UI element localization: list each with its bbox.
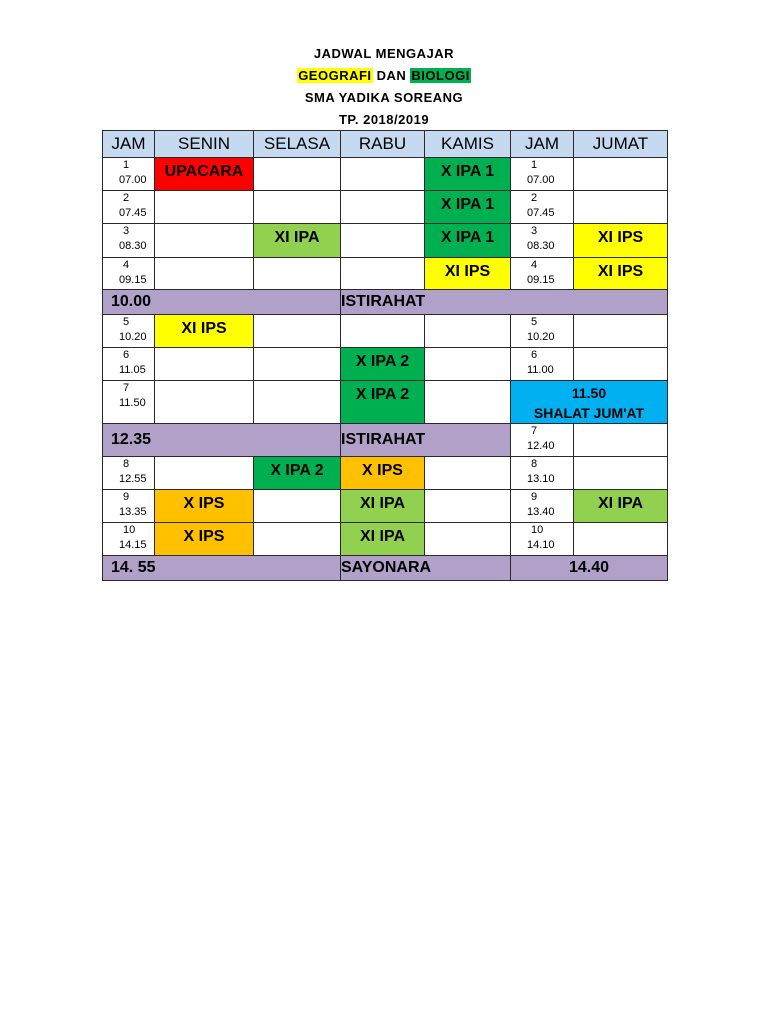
subject-biologi: BIOLOGI (411, 68, 470, 83)
jumat-period-cell: 6 11.00 (511, 348, 574, 381)
rabu-cell: XI IPA (341, 490, 425, 523)
jumat-period-cell: 10 14.10 (511, 523, 574, 556)
header-selasa: SELASA (254, 131, 341, 158)
school-name: SMA YADIKA SOREANG (304, 90, 464, 105)
break-label: ISTIRAHAT (341, 424, 511, 457)
table-row (103, 224, 668, 258)
header-senin: SENIN (155, 131, 254, 158)
senin-cell (155, 381, 254, 424)
rabu-cell (341, 315, 425, 348)
break-row (103, 424, 668, 457)
rabu-cell: XI IPA (341, 523, 425, 556)
senin-cell: UPACARA (155, 158, 254, 191)
senin-cell: XI IPS (155, 315, 254, 348)
rabu-cell (341, 224, 425, 258)
rabu-cell: X IPA 2 (341, 348, 425, 381)
jumat-cell (574, 348, 668, 381)
jumat-period-cell: 3 08.30 (511, 224, 574, 258)
header-rabu: RABU (341, 131, 425, 158)
kamis-cell (425, 315, 511, 348)
subject-geografi: GEOGRAFI (298, 68, 372, 83)
break-time: 12.35 (103, 424, 341, 457)
kamis-cell (425, 523, 511, 556)
senin-cell: X IPS (155, 490, 254, 523)
shalat-label: SHALAT JUM'AT (533, 405, 645, 421)
selasa-cell (254, 523, 341, 556)
jumat-period-cell: 5 10.20 (511, 315, 574, 348)
kamis-cell: X IPA 1 (425, 191, 511, 224)
period-cell: 10 14.15 (103, 523, 155, 556)
kamis-cell: X IPA 1 (425, 224, 511, 258)
header-jumat: JUMAT (574, 131, 668, 158)
senin-cell (155, 224, 254, 258)
end-row (103, 556, 668, 581)
end-time: 14. 55 (103, 556, 341, 581)
period-cell: 3 08.30 (103, 224, 155, 258)
kamis-cell: XI IPS (425, 258, 511, 290)
table-row (103, 348, 668, 381)
jumat-cell: XI IPS (574, 224, 668, 258)
jumat-period-cell: 1 07.00 (511, 158, 574, 191)
table-row (103, 191, 668, 224)
schedule-table (102, 130, 668, 581)
period-cell: 6 11.05 (103, 348, 155, 381)
period-cell: 4 09.15 (103, 258, 155, 290)
period-cell: 8 12.55 (103, 457, 155, 490)
shalat-jumat-cell (511, 381, 668, 424)
kamis-cell (425, 348, 511, 381)
jumat-cell (574, 457, 668, 490)
senin-cell (155, 191, 254, 224)
period-cell: 2 07.45 (103, 191, 155, 224)
rabu-cell (341, 258, 425, 290)
table-row (103, 523, 668, 556)
header-row (103, 131, 668, 158)
jumat-period-cell: 9 13.40 (511, 490, 574, 523)
jumat-cell (574, 424, 668, 457)
break-row (103, 290, 668, 315)
rabu-cell (341, 191, 425, 224)
selasa-cell (254, 348, 341, 381)
selasa-cell (254, 158, 341, 191)
selasa-cell (254, 381, 341, 424)
subject-connector: DAN (372, 68, 411, 83)
jumat-cell: XI IPS (574, 258, 668, 290)
rabu-cell: X IPS (341, 457, 425, 490)
school-year: TP. 2018/2019 (338, 112, 430, 127)
jumat-cell (574, 158, 668, 191)
selasa-cell (254, 490, 341, 523)
senin-cell: X IPS (155, 523, 254, 556)
rabu-cell: X IPA 2 (341, 381, 425, 424)
period-cell: 5 10.20 (103, 315, 155, 348)
table-row (103, 315, 668, 348)
period-cell: 1 07.00 (103, 158, 155, 191)
selasa-cell: XI IPA (254, 224, 341, 258)
jumat-cell: XI IPA (574, 490, 668, 523)
jumat-period-cell: 4 09.15 (511, 258, 574, 290)
jumat-period-cell: 2 07.45 (511, 191, 574, 224)
title-line-1: JADWAL MENGAJAR (313, 46, 455, 61)
selasa-cell: X IPA 2 (254, 457, 341, 490)
title-line-2 (0, 65, 768, 87)
end-label: SAYONARA (341, 556, 511, 581)
table-row (103, 258, 668, 290)
header-jam-jumat: JAM (511, 131, 574, 158)
selasa-cell (254, 191, 341, 224)
kamis-cell (425, 490, 511, 523)
table-row (103, 457, 668, 490)
kamis-cell: X IPA 1 (425, 158, 511, 191)
break-label: ISTIRAHAT (341, 290, 668, 315)
table-row (103, 490, 668, 523)
jumat-period-cell: 7 12.40 (511, 424, 574, 457)
kamis-cell (425, 381, 511, 424)
selasa-cell (254, 315, 341, 348)
jumat-cell (574, 191, 668, 224)
period-cell: 9 13.35 (103, 490, 155, 523)
jumat-cell (574, 523, 668, 556)
senin-cell (155, 457, 254, 490)
document-title (0, 43, 768, 131)
shalat-time: 11.50 (571, 385, 607, 401)
jumat-cell (574, 315, 668, 348)
table-row (103, 381, 668, 424)
jumat-period-cell: 8 13.10 (511, 457, 574, 490)
senin-cell (155, 348, 254, 381)
kamis-cell (425, 457, 511, 490)
header-jam: JAM (103, 131, 155, 158)
senin-cell (155, 258, 254, 290)
table-row (103, 158, 668, 191)
break-time: 10.00 (103, 290, 341, 315)
header-kamis: KAMIS (425, 131, 511, 158)
selasa-cell (254, 258, 341, 290)
period-cell: 7 11.50 (103, 381, 155, 424)
rabu-cell (341, 158, 425, 191)
end-time-jumat: 14.40 (511, 556, 668, 581)
